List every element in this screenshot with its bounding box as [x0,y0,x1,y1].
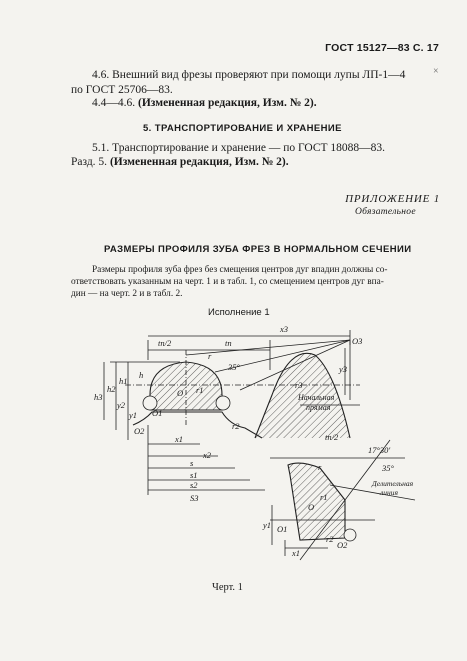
label-x3: x3 [280,324,289,334]
variant-label: Исполнение 1 [208,307,270,318]
label-O: O [177,388,184,398]
label-r1-2: r1 [320,492,328,502]
label-s: s [190,458,194,468]
label-y1: y1 [129,410,138,420]
label-r1: r1 [196,385,204,395]
label-O-2: O [308,502,315,512]
label-O2-2: O2 [337,540,348,550]
figure-caption: Черт. 1 [212,582,243,593]
label-line2-b: линия [380,488,398,497]
appendix-status: Обязательное [355,207,416,217]
profile-section-title: РАЗМЕРЫ ПРОФИЛЯ ЗУБА ФРЕЗ В НОРМАЛЬНОМ СЕЧЕНИИ [104,244,412,255]
amendment-text: (Измененная редакция, Изм. № 2). [109,156,289,168]
clause-4-6-line1: 4.6. Внешний вид фрезы проверяют при помощи лупы ЛП-1—4 [92,69,406,81]
amendment-ref: 4.4—4.6. [92,97,136,109]
label-O2: O2 [134,426,145,436]
label-h: h [139,370,144,380]
clause-5-1: 5.1. Транспортирование и хранение — по ГОСТ 18088—83. [92,142,386,154]
label-line-a: Начальная [298,393,335,402]
label-angle-35: 35° [228,362,240,372]
label-tn2: tn/2 [158,338,172,348]
label-tn2-2: tn/2 [325,432,339,442]
amendment-ref: Разд. 5. [71,156,108,168]
label-s1: s1 [190,470,198,480]
label-r2-2: r2 [326,534,334,544]
profile-text-line1: Размеры профиля зуба фрез без смещения центров дуг впадин должны со- [92,265,388,275]
label-s3: S3 [190,493,199,503]
label-r3: r3 [295,380,303,390]
label-y2: y2 [117,400,126,410]
profile-text-line3: дин — на черт. 2 и в табл. 2. [71,289,183,299]
label-s2: s2 [190,480,198,490]
label-O1-2: O1 [277,524,288,534]
label-x1: x1 [175,434,184,444]
label-r: r [208,351,212,361]
label-h1: h1 [119,376,128,386]
label-x2: x2 [203,450,212,460]
label-h2: h2 [107,384,116,394]
page-header: ГОСТ 15127—83 С. 17 [325,42,439,54]
profile-text-line2: ответствовать указанным на черт. 1 и в табл. 1, со смещением центров дуг впа- [71,277,384,287]
label-angle-35-2: 35° [382,463,394,473]
label-line2-a: Делительная [372,479,414,488]
clause-4-6-line2: по ГОСТ 25706—83. [71,84,173,96]
label-h3: h3 [94,392,103,402]
label-r-2: r [318,462,322,472]
amendment-text: (Измененная редакция, Изм. № 2). [138,97,317,109]
label-y3: y3 [339,364,348,374]
label-O1: O1 [152,408,163,418]
label-O3: O3 [352,336,363,346]
label-tn: tn [225,338,232,348]
label-y1-2: y1 [263,520,272,530]
label-r2: r2 [232,421,240,431]
label-x1-2: x1 [292,548,301,558]
margin-mark: × [433,66,439,77]
label-angle-1730: 17°30' [368,445,391,455]
label-line-b: прямая [306,403,331,412]
appendix-title: ПРИЛОЖЕНИЕ 1 [345,193,440,205]
section-5-title: 5. ТРАНСПОРТИРОВАНИЕ И ХРАНЕНИЕ [143,123,342,134]
